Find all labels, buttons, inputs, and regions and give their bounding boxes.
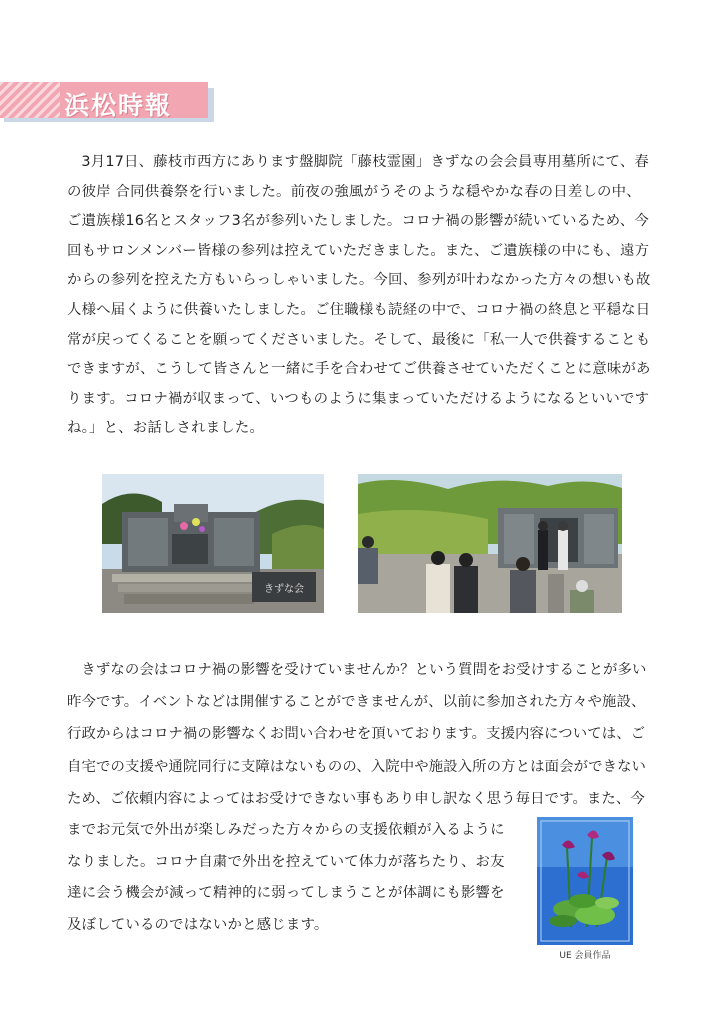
- page-title: 浜松時報: [64, 91, 173, 120]
- article-paragraph-1: 3月17日、藤枝市西方にあります盤脚院「藤枝霊園」きずなの会会員専用墓所にて、春の彼岸 合同供養祭を行いました。前夜の強風がうそのような穏やかな春の日差しの中、ご遺族様16名とスタッフ3名が参列いたしました。コロナ禍の影響が続いているため、今回もサロンメンバー皆様の参列は控えていただきました。また、ご遺族様の中にも、遠方からの参列を控えた方もいらっしゃいました。今回、参列が叶わなかった方々の想いも故人様へ届くように供養いたしました。ご住職様も読経の中で、コロナ禍の終息と平穏な日常が戻ってくることを願ってくださいました。そして、最後に「私一人で供養することもできますが、こうして皆さんと一緒に手を合わせてご供養させていただくことに意味があります。コロナ禍が収まって、いつものように集まっていただけるようになるといいですね。」と、お話しされました。: [67, 154, 651, 437]
- header-banner: [0, 78, 214, 126]
- memorial-grave-photo: [102, 474, 324, 613]
- member-artwork-image: [537, 817, 633, 945]
- grave-sign: きずな会: [264, 584, 304, 595]
- article-paragraph-2: きずなの会はコロナ禍の影響を受けていませんか？という質問をお受けすることが多い昨今です。イベントなどは開催することができませんが、以前に参加された方々や施設、行政からはコロナ禍の影響なくお問い合わせを頂いております。支援内容については、ご自宅での支援や通院同行に支障はないものの、入院中や施設入所の方とは面会ができないため、ご依頼内容によってはお受けできない事もあり申し訳なく思う毎日です。また、今: [67, 662, 647, 807]
- memorial-ceremony-photo: [358, 474, 622, 613]
- article-paragraph-3: までお元気で外出が楽しみだった方々からの支援依頼が入るようになりました。コロナ自粛で外出を控えていて体力が落ちたり、お友達に会う機会が減って精神的に弱ってしまうことが体調にも影響を及ぼしているのではないかと感じます。: [67, 822, 505, 933]
- banner-stripes: [0, 82, 60, 118]
- artwork-caption: UE 会員作品: [559, 951, 611, 961]
